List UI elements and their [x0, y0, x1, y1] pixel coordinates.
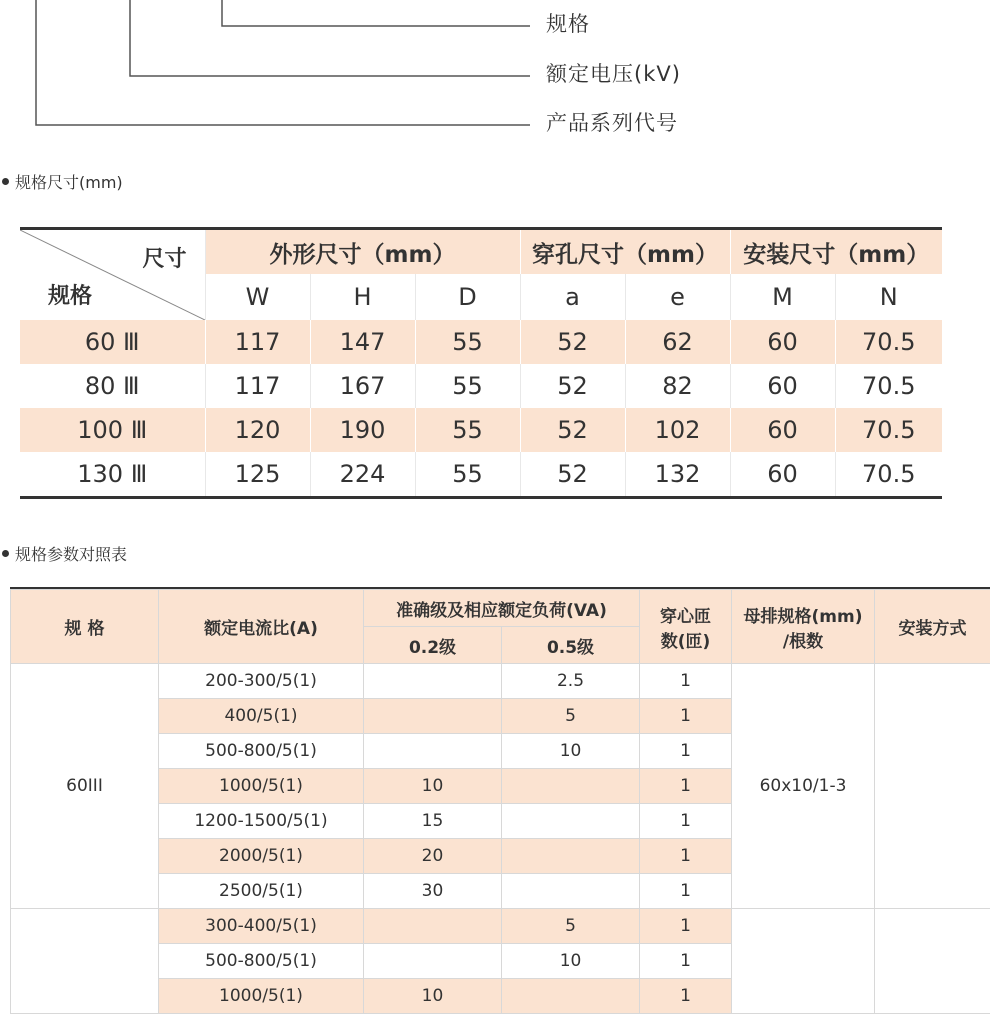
- corner-header-cell: [20, 230, 205, 320]
- value-cell: 70.5: [835, 320, 942, 364]
- table-row: [20, 408, 942, 452]
- value-cell: 60: [730, 364, 835, 408]
- column-header-a: a: [520, 274, 625, 320]
- table-row: [20, 452, 942, 496]
- header-busbar: [732, 590, 875, 664]
- mount-cell-next: [875, 909, 990, 1014]
- mount-cell: [875, 664, 990, 909]
- value-cell: 132: [625, 452, 730, 496]
- value-cell: 55: [415, 364, 520, 408]
- spec-cell: 100 Ⅲ: [20, 408, 205, 452]
- ratio-cell: 2500/5(1): [159, 874, 364, 909]
- ratio-cell: 1200-1500/5(1): [159, 804, 364, 839]
- header-busbar-line2: /根数: [783, 632, 823, 652]
- value-cell: 70.5: [835, 452, 942, 496]
- value-cell: 102: [625, 408, 730, 452]
- legend-label-spec: 规格: [546, 14, 590, 35]
- class05-cell: [502, 839, 640, 874]
- class02-cell: 15: [364, 804, 502, 839]
- header-class-02: 0.2级: [364, 627, 502, 664]
- value-cell: 120: [205, 408, 310, 452]
- class05-cell: 5: [502, 699, 640, 734]
- turns-cell: 1: [640, 874, 732, 909]
- header-accuracy: 准确级及相应额定负荷(VA): [364, 590, 640, 627]
- header-turns-line1: 穿心匝: [660, 607, 711, 627]
- turns-cell: 1: [640, 839, 732, 874]
- turns-cell: 1: [640, 909, 732, 944]
- table-row: [20, 364, 942, 408]
- corner-label-spec: 规格: [48, 279, 92, 310]
- header-busbar-line1: 母排规格(mm): [744, 607, 863, 627]
- class05-cell: [502, 804, 640, 839]
- ratio-cell: 200-300/5(1): [159, 664, 364, 699]
- section-title-params-text: 规格参数对照表: [15, 545, 127, 564]
- class05-cell: [502, 769, 640, 804]
- dimension-table: [20, 227, 942, 499]
- value-cell: 147: [310, 320, 415, 364]
- header-class-05: 0.5级: [502, 627, 640, 664]
- ratio-cell: 300-400/5(1): [159, 909, 364, 944]
- busbar-cell: 60x10/1-3: [732, 664, 875, 909]
- value-cell: 52: [520, 408, 625, 452]
- section-title-dimensions-text: 规格尺寸(mm): [15, 173, 123, 192]
- spec-cell: 80 Ⅲ: [20, 364, 205, 408]
- header-ratio: 额定电流比(A): [159, 590, 364, 664]
- turns-cell: 1: [640, 664, 732, 699]
- turns-cell: 1: [640, 769, 732, 804]
- class05-cell: 10: [502, 734, 640, 769]
- value-cell: 60: [730, 452, 835, 496]
- ratio-cell: 1000/5(1): [159, 979, 364, 1014]
- legend-connector-lines: [0, 0, 560, 140]
- group-header-mount: 安装尺寸（mm）: [730, 230, 942, 274]
- corner-label-size: 尺寸: [142, 242, 186, 273]
- value-cell: 55: [415, 408, 520, 452]
- class02-cell: [364, 664, 502, 699]
- class05-cell: [502, 979, 640, 1014]
- class05-cell: 5: [502, 909, 640, 944]
- class02-cell: 20: [364, 839, 502, 874]
- class02-cell: 30: [364, 874, 502, 909]
- turns-cell: 1: [640, 944, 732, 979]
- class02-cell: [364, 944, 502, 979]
- column-header-h: H: [310, 274, 415, 320]
- value-cell: 117: [205, 364, 310, 408]
- value-cell: 55: [415, 320, 520, 364]
- param-table: [10, 587, 990, 1014]
- value-cell: 52: [520, 452, 625, 496]
- value-cell: 70.5: [835, 408, 942, 452]
- turns-cell: 1: [640, 734, 732, 769]
- class05-cell: 2.5: [502, 664, 640, 699]
- class02-cell: [364, 734, 502, 769]
- ratio-cell: 2000/5(1): [159, 839, 364, 874]
- value-cell: 60: [730, 408, 835, 452]
- legend-label-voltage: 额定电压(kV): [546, 64, 681, 85]
- column-header-w: W: [205, 274, 310, 320]
- table-bottom-rule: [20, 496, 942, 499]
- column-header-n: N: [835, 274, 942, 320]
- value-cell: 55: [415, 452, 520, 496]
- value-cell: 62: [625, 320, 730, 364]
- ratio-cell: 500-800/5(1): [159, 944, 364, 979]
- value-cell: 224: [310, 452, 415, 496]
- legend-label-series-code: 产品系列代号: [546, 113, 678, 134]
- bullet-icon: [2, 550, 9, 557]
- ratio-cell: 400/5(1): [159, 699, 364, 734]
- spec-cell: 130 Ⅲ: [20, 452, 205, 496]
- header-mount: 安装方式: [875, 590, 990, 664]
- value-cell: 167: [310, 364, 415, 408]
- spec-cell-next: [11, 909, 159, 1014]
- class02-cell: [364, 909, 502, 944]
- class02-cell: 10: [364, 769, 502, 804]
- class02-cell: [364, 699, 502, 734]
- header-turns-line2: 数(匝): [661, 632, 711, 652]
- ratio-cell: 500-800/5(1): [159, 734, 364, 769]
- value-cell: 70.5: [835, 364, 942, 408]
- busbar-cell-next: [732, 909, 875, 1014]
- section-title-params: [2, 542, 127, 565]
- table-row: [20, 320, 942, 364]
- value-cell: 60: [730, 320, 835, 364]
- turns-cell: 1: [640, 699, 732, 734]
- turns-cell: 1: [640, 804, 732, 839]
- column-header-m: M: [730, 274, 835, 320]
- group-header-hole: 穿孔尺寸（mm）: [520, 230, 730, 274]
- table-row: [11, 664, 990, 699]
- class05-cell: 10: [502, 944, 640, 979]
- class05-cell: [502, 874, 640, 909]
- header-turns: [640, 590, 732, 664]
- bullet-icon: [2, 178, 9, 185]
- value-cell: 125: [205, 452, 310, 496]
- value-cell: 117: [205, 320, 310, 364]
- header-spec: 规 格: [11, 590, 159, 664]
- column-header-e: e: [625, 274, 730, 320]
- value-cell: 52: [520, 364, 625, 408]
- ratio-cell: 1000/5(1): [159, 769, 364, 804]
- value-cell: 52: [520, 320, 625, 364]
- value-cell: 190: [310, 408, 415, 452]
- spec-cell-60iii: 60III: [11, 664, 159, 909]
- column-header-d: D: [415, 274, 520, 320]
- spec-cell: 60 Ⅲ: [20, 320, 205, 364]
- value-cell: 82: [625, 364, 730, 408]
- turns-cell: 1: [640, 979, 732, 1014]
- section-title-dimensions: [2, 170, 123, 193]
- group-header-outline: 外形尺寸（mm）: [205, 230, 520, 274]
- class02-cell: 10: [364, 979, 502, 1014]
- table-row: [11, 909, 990, 944]
